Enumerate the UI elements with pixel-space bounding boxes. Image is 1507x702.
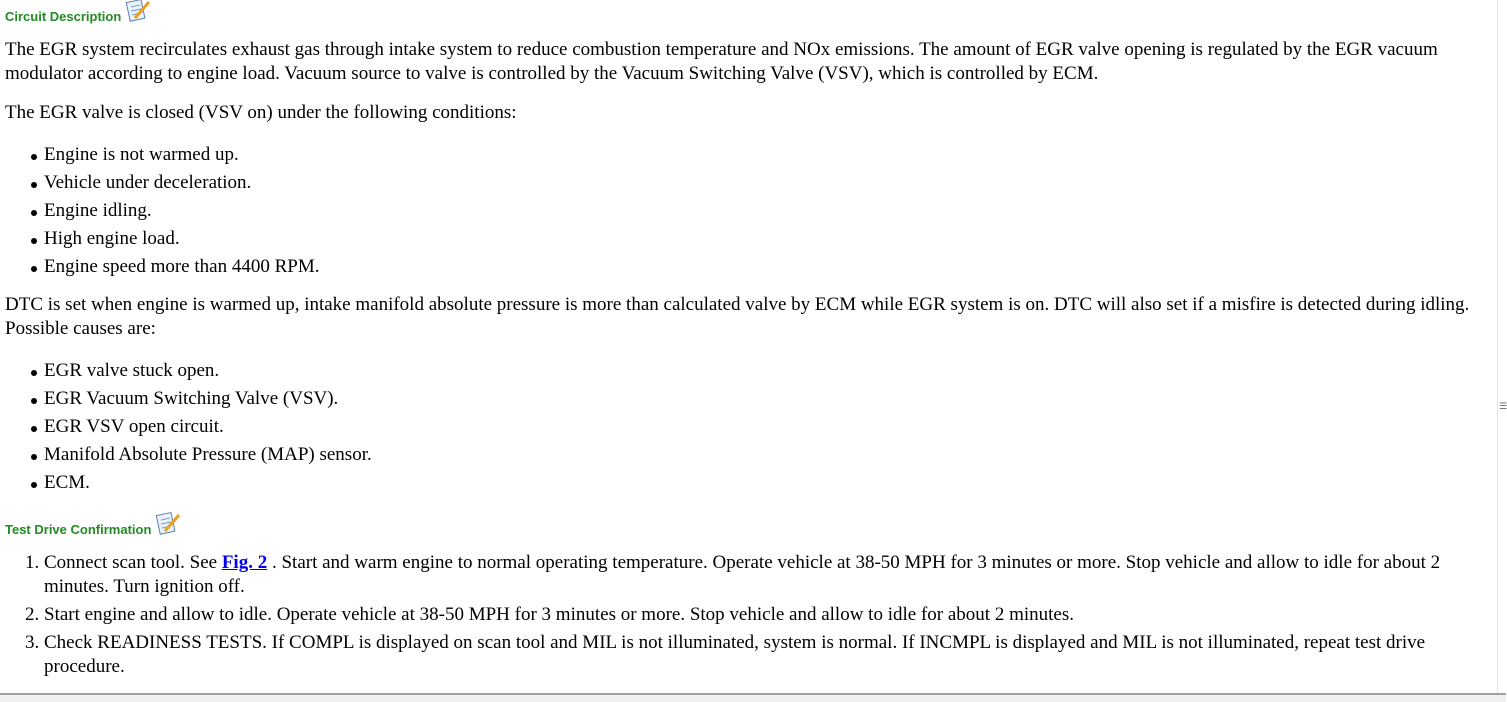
paragraph: The EGR valve is closed (VSV on) under the following conditions: <box>5 102 517 123</box>
list-item: EGR valve stuck open. <box>28 359 1493 383</box>
resize-grip-icon[interactable]: ☰ <box>1499 402 1507 412</box>
step-text: Connect scan tool. See <box>44 552 222 573</box>
causes-list <box>5 359 1493 495</box>
list-item: Engine is not warmed up. <box>28 143 1493 167</box>
fig-2-link[interactable]: Fig. 2 <box>221 552 268 573</box>
list-item: EGR Vacuum Switching Valve (VSV). <box>28 387 1493 411</box>
list-item: EGR VSV open circuit. <box>28 415 1493 439</box>
list-item <box>44 551 1493 599</box>
conditions-list <box>5 143 1493 279</box>
paragraph: DTC is set when engine is warmed up, intake manifold absolute pressure is more than calculated valve by ECM while EGR system is on. DTC will also set if a misfire is detected during idling. Possible causes are: <box>5 294 1470 339</box>
test-drive-heading <box>5 507 1493 537</box>
notepad-pencil-icon[interactable] <box>125 0 151 24</box>
list-item: 2. Start engine and allow to idle. Operate vehicle at 38-50 MPH for 3 minutes or more. Stop vehicle and allow to idle for about 2 minutes. <box>44 603 1493 627</box>
circuit-description-heading <box>5 0 1493 24</box>
notepad-pencil-icon[interactable] <box>155 511 181 537</box>
list-item: ECM. <box>28 471 1493 495</box>
list-item: Engine speed more than 4400 RPM. <box>28 255 1493 279</box>
heading-text: Test Drive Confirmation <box>5 522 152 537</box>
list-item: High engine load. <box>28 227 1493 251</box>
list-item: 3. Check READINESS TESTS. If COMPL is displayed on scan tool and MIL is not illuminated, system is normal. If INCMPL is displayed and MIL is not illuminated, repeat test drive procedure. <box>44 631 1493 679</box>
step-text: . Start and warm engine to normal operating temperature. Operate vehicle at 38-50 MPH for 3 minutes or more. Stop vehicle and allow to idle for about 2 minutes. Turn ignition off. <box>44 552 1441 597</box>
list-item: Manifold Absolute Pressure (MAP) sensor. <box>28 443 1493 467</box>
scrollbar-edge[interactable] <box>1497 0 1498 693</box>
list-item: Vehicle under deceleration. <box>28 171 1493 195</box>
paragraph: The EGR system recirculates exhaust gas through intake system to reduce combustion temperature and NOx emissions. The amount of EGR valve opening is regulated by the EGR vacuum modulator according to engine load. Vacuum source to valve is controlled by the Vacuum Switching Valve (VSV), which is controlled by ECM. <box>5 39 1438 84</box>
test-drive-steps <box>5 551 1493 679</box>
list-item: Engine idling. <box>28 199 1493 223</box>
bottom-border <box>0 693 1506 702</box>
heading-text: Circuit Description <box>5 9 122 24</box>
document-content <box>5 0 1493 683</box>
